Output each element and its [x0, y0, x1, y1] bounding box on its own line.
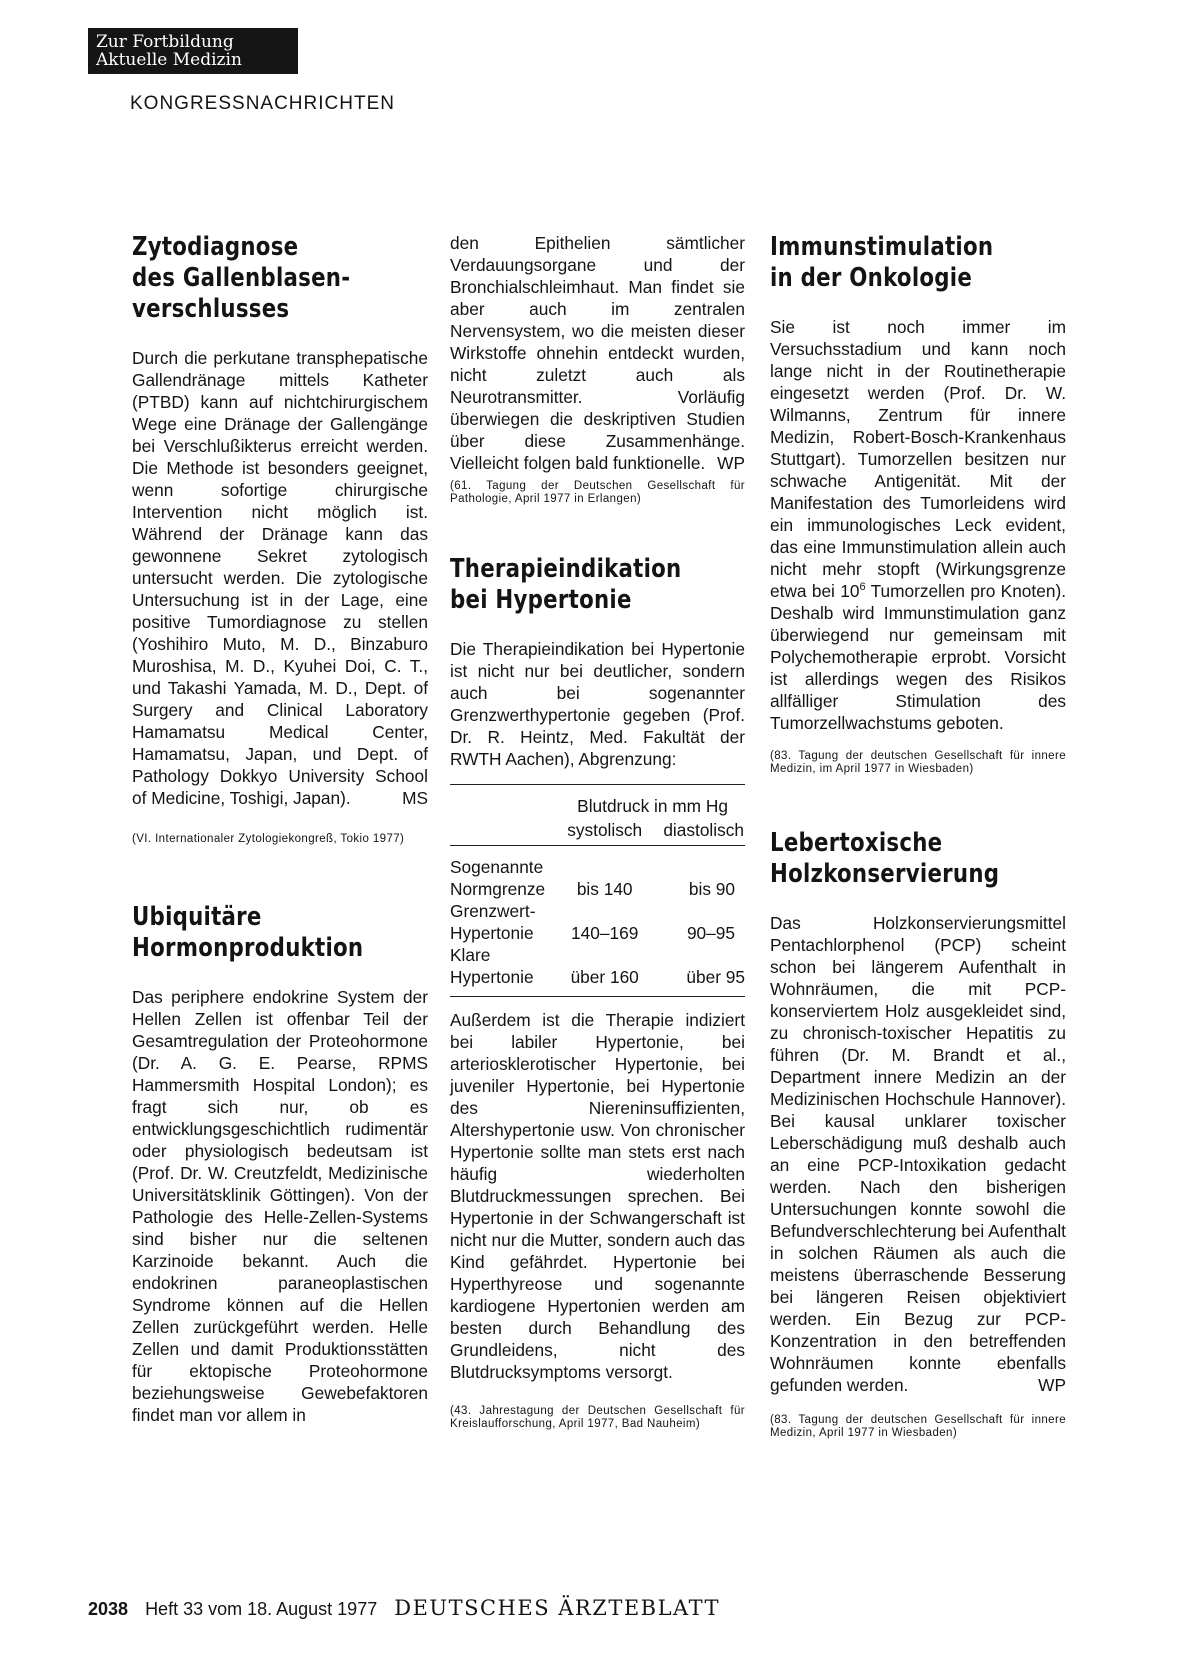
row-label-line: Grenzwert- [450, 901, 536, 921]
row-label-line: Klare [450, 945, 491, 965]
table-header-systolic: systolisch [567, 820, 643, 840]
source-note-ubiquitaere: (61. Tagung der Deutschen Gesellschaft für Pathologie, April 1977 in Erlangen) [450, 480, 745, 505]
table-header-diastolic: diastolisch [663, 820, 744, 840]
rubric-badge [88, 28, 298, 74]
article-body-therapieindikation-2: Außerdem ist die Therapie indiziert bei labiler Hypertonie, bei arteriosklerotischer Hypertonie, bei juveniler Hypertonie, bei Hypertonie des Niereninsuffizienten, Altershypertonie usw. Von chronischer Hypertonie sollte man stets erst nach häufig wiederholten Blutdruckmessungen sprechen. Bei Hypertonie in der Schwangerschaft ist nicht nur die Mutter, sondern auch das Kind gefährdet. Hypertonie bei Hyperthyreose und sogenannte kardiogene Hypertonien werden am besten durch Behandlung des Grundleidens, nicht des Blutdrucksymptoms versorgt. [450, 1010, 745, 1382]
title-line: Zytodiagnose [132, 232, 299, 262]
diastolic-value: bis 90 [688, 879, 735, 899]
title-line: Immunstimulation [770, 232, 994, 262]
row-label [450, 900, 560, 944]
superscript: 6 [859, 581, 866, 594]
table-row [450, 944, 745, 997]
row-label-line: Sogenannte [450, 857, 544, 877]
article-title-lebertoxische [770, 828, 1066, 890]
article-body-ubiquitaere: Das periphere endokrine System der Hellen Zellen ist offenbar Teil der Gesamtregulation der Proteohormone (Dr. A. G. E. Pearse, RPMS Hammersmith Hospital London); es fragt sich nur, ob es entwicklungsgeschichtlich rudimentär oder physiologisch bedeutsam ist (Prof. Dr. W. Creutzfeldt, Medizinische Universitätsklinik Göttingen). Von der Pathologie des Helle-Zellen-Systems sind bisher nur die seltenen Karzinoide bekannt. Auch die endokrinen paraneoplastischen Syndrome können auf die Hellen Zellen zurückgeführt werden. Helle Zellen und damit Produktionsstätten für ektopische Proteohormone beziehungsweise Gewebefaktoren findet man vor allem in [132, 987, 428, 1425]
column-1 [132, 232, 428, 1426]
article-body-therapieindikation: Die Therapieindikation bei Hypertonie ist nicht nur bei deutlicher, sondern auch bei sogenannter Grenzwerthypertonie gegeben (Prof. Dr. R. Heintz, Med. Fakultät der RWTH Aachen), Abgrenzung: [450, 639, 745, 769]
source-note-therapieindikation: (43. Jahrestagung der Deutschen Gesellschaft für Kreislaufforschung, April 1977, Bad Nauheim) [450, 1405, 745, 1430]
title-line: Ubiquitäre [132, 902, 262, 932]
page-footer [88, 1596, 720, 1620]
rubric-line-2: Aktuelle Medizin [96, 50, 242, 70]
author-signature: WP [717, 453, 745, 473]
source-note-lebertoxische: (83. Tagung der deutschen Gesellschaft für innere Medizin, April 1977 in Wiesbaden) [770, 1414, 1066, 1439]
diastolic-value: 90–95 [686, 923, 735, 943]
title-line: des Gallenblasen- [132, 263, 351, 293]
title-line: Lebertoxische [770, 828, 943, 858]
article-title-zytodiagnose [132, 232, 428, 325]
page-number: 2038 [88, 1599, 129, 1619]
row-label-line: Normgrenze [450, 879, 546, 899]
table-row [450, 856, 745, 900]
body-text: Tumorzellen pro Knoten). Deshalb wird Immunstimulation ganz überwiegend nur gemeinsam mit Polychemotherapie erprobt. Vorsicht ist allerdings wegen des Risikos allfälliger Stimulation des Tumorzellwachstums geboten. [770, 581, 1066, 733]
journal-name: DEUTSCHES ÄRZTEBLATT [394, 1596, 720, 1620]
table-row [450, 900, 745, 944]
article-body-zytodiagnose [132, 347, 428, 809]
title-line: bei Hypertonie [450, 585, 632, 615]
article-continuation-ubiquitaere [450, 232, 745, 474]
issue-info: Heft 33 vom 18. August 1977 [145, 1599, 378, 1619]
title-line: Hormonproduktion [132, 933, 364, 963]
title-line: verschlusses [132, 294, 290, 324]
author-signature: MS [402, 788, 428, 808]
row-label [450, 856, 560, 900]
article-body-lebertoxische [770, 912, 1066, 1396]
row-label-line: Hypertonie [450, 967, 534, 987]
rubric-line-1: Zur Fortbildung [96, 32, 234, 52]
title-line: Therapieindikation [450, 554, 682, 584]
title-line: in der Onkologie [770, 263, 973, 293]
systolic-value: 140–169 [571, 923, 639, 943]
section-label: KONGRESSNACHRICHTEN [130, 93, 395, 114]
article-title-therapieindikation [450, 554, 745, 616]
body-text: den Epithelien sämtlicher Verdauungsorgane und der Bronchialschleimhaut. Man findet sie aber auch im zentralen Nervensystem, wo die meisten dieser Wirkstoffe ohnehin entdeckt wurden, nicht zuletzt auch als Neurotransmitter. Vorläufig überwiegen die deskriptiven Studien über diese Zusammenhänge. Vielleicht folgen bald funktionelle. [450, 233, 745, 473]
article-title-ubiquitaere [132, 902, 428, 964]
systolic-value: über 160 [570, 967, 639, 987]
column-2 [450, 232, 745, 1431]
body-text: Sie ist noch immer im Versuchsstadium und kann noch lange nicht in der Routinetherapie eingesetzt werden (Prof. Dr. W. Wilmanns, Zentrum für innere Medizin, Robert-Bosch-Krankenhaus Stuttgart). Tumorzellen besitzen nur schwache Antigenität. Mit der Manifestation des Tumorleidens wird ein immunologisches Leck evident, das eine Immunstimulation allein auch nicht mehr stopft (Wirkungsgrenze etwa bei 10 [770, 317, 1066, 601]
body-text: Durch die perkutane transphepatische Gallendränage mittels Katheter (PTBD) kann auf nichtchirurgischem Wege eine Dränage der Gallengänge bei Verschlußikterus erreicht werden. Die Methode ist besonders geeignet, wenn sofortige chirurgische Intervention nicht möglich ist. Während der Dränage kann das gewonnene Sekret zytologisch untersucht werden. Die zytologische Untersuchung ist in der Lage, eine positive Tumordiagnose zu stellen (Yoshihiro Muto, M. D., Binzaburo Muroshisa, M. D., Kyuhei Doi, C. T., und Takashi Yamada, M. D., Dept. of Surgery and Clinical Laboratory Hamamatsu Medical Center, Hamamatsu, Japan, und Dept. of Pathology Dokkyo University School of Medicine, Toshigi, Japan). [132, 348, 428, 808]
article-title-immunstimulation [770, 232, 1066, 294]
source-note-zytodiagnose: (VI. Internationaler Zytologiekongreß, Tokio 1977) [132, 833, 405, 845]
row-label-line: Hypertonie [450, 923, 534, 943]
row-label [450, 944, 560, 997]
systolic-value: bis 140 [576, 879, 633, 899]
author-signature: WP [1038, 1375, 1066, 1395]
title-line: Holzkonservierung [770, 859, 1000, 889]
body-text: Das Holzkonservierungsmittel Pentachlorphenol (PCP) scheint schon bei längerem Aufenthalt in Wohnräumen, die mit PCP-konserviertem Holz ausgekleidet sind, zu chronisch-toxischer Hepatitis zu führen (Dr. M. Brandt et al., Department innere Medizin an der Medizinischen Hochschule Hannover). Bei kausal unklarer toxischer Leberschädigung muß deshalb auch an eine PCP-Intoxikation gedacht werden. Nach den bisherigen Untersuchungen konnte sowohl die Befundverschlechterung bei Aufenthalt in solchen Räumen als auch die meistens überraschende Besserung bei längeren Reisen objektiviert werden. Ein Bezug zur PCP-Konzentration in den betreffenden Wohnräumen konnte ebenfalls gefunden werden. [770, 913, 1066, 1395]
table-header-main: Blutdruck in mm Hg [577, 796, 728, 816]
blood-pressure-table [450, 784, 745, 997]
article-body-immunstimulation [770, 316, 1066, 734]
column-3 [770, 232, 1066, 1440]
source-note-immunstimulation: (83. Tagung der deutschen Gesellschaft für innere Medizin, im April 1977 in Wiesbaden) [770, 750, 1066, 775]
diastolic-value: über 95 [686, 967, 745, 987]
